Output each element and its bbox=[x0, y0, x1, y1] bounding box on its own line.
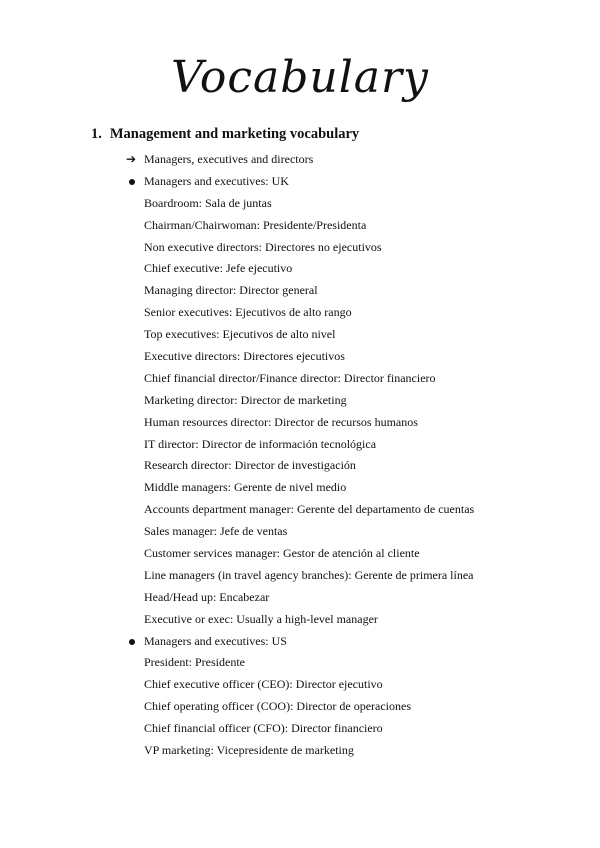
item-text: VP marketing: Vicepresidente de marketing bbox=[144, 743, 354, 758]
vocabulary-list bbox=[0, 149, 600, 762]
arrow-item bbox=[0, 149, 600, 171]
vocabulary-item bbox=[0, 368, 600, 390]
item-text: Senior executives: Ejecutivos de alto rango bbox=[144, 305, 352, 320]
vocabulary-item bbox=[0, 718, 600, 740]
vocabulary-item bbox=[0, 521, 600, 543]
vocabulary-item bbox=[0, 390, 600, 412]
item-text: Non executive directors: Directores no ejecutivos bbox=[144, 239, 382, 254]
vocabulary-item bbox=[0, 477, 600, 499]
vocabulary-item bbox=[0, 280, 600, 302]
vocabulary-item bbox=[0, 302, 600, 324]
bullet-icon bbox=[129, 179, 135, 185]
item-text: Line managers (in travel agency branches): Gerente de primera línea bbox=[144, 567, 474, 582]
vocabulary-item bbox=[0, 434, 600, 456]
vocabulary-item bbox=[0, 258, 600, 280]
vocabulary-item bbox=[0, 215, 600, 237]
vocabulary-item bbox=[0, 455, 600, 477]
page-title: Vocabulary bbox=[171, 52, 429, 103]
item-text: Managers and executives: US bbox=[144, 633, 287, 648]
subsection-item bbox=[0, 171, 600, 193]
vocabulary-item bbox=[0, 565, 600, 587]
item-text: IT director: Director de información tecnológica bbox=[144, 436, 377, 451]
item-text: Accounts department manager: Gerente del departamento de cuentas bbox=[144, 502, 475, 517]
vocabulary-item bbox=[0, 324, 600, 346]
item-text: Managers and executives: UK bbox=[144, 173, 289, 188]
section-number: 1. bbox=[91, 126, 102, 142]
item-text: Research director: Director de investigación bbox=[144, 458, 356, 473]
vocabulary-item bbox=[0, 696, 600, 718]
item-text: Managers, executives and directors bbox=[144, 152, 314, 166]
vocabulary-item bbox=[0, 740, 600, 762]
item-text: Marketing director: Director de marketing bbox=[144, 392, 347, 407]
item-text: Top executives: Ejecutivos de alto nivel bbox=[144, 327, 336, 342]
vocabulary-item bbox=[0, 587, 600, 609]
vocabulary-item bbox=[0, 237, 600, 259]
item-text: Head/Head up: Encabezar bbox=[144, 589, 270, 604]
item-text: Human resources director: Director de recursos humanos bbox=[144, 414, 418, 429]
item-text: Chief financial director/Finance director: Director financiero bbox=[144, 370, 436, 385]
vocabulary-item bbox=[0, 652, 600, 674]
item-text: Chief financial officer (CFO): Director financiero bbox=[144, 721, 383, 736]
item-text: Chief operating officer (COO): Director de operaciones bbox=[144, 699, 412, 714]
item-text: Chief executive: Jefe ejecutivo bbox=[144, 261, 293, 276]
item-text: Chairman/Chairwoman: Presidente/Presidenta bbox=[144, 217, 367, 232]
bullet-icon bbox=[129, 639, 135, 645]
item-text: Middle managers: Gerente de nivel medio bbox=[144, 480, 347, 495]
item-text: Chief executive officer (CEO): Director ejecutivo bbox=[144, 677, 383, 692]
item-text: Managing director: Director general bbox=[144, 283, 318, 298]
arrow-right-icon: ➔ bbox=[126, 152, 137, 166]
vocabulary-item bbox=[0, 609, 600, 631]
vocabulary-item bbox=[0, 674, 600, 696]
subsection-item bbox=[0, 631, 600, 653]
item-text: Sales manager: Jefe de ventas bbox=[144, 524, 288, 539]
vocabulary-item bbox=[0, 193, 600, 215]
vocabulary-item bbox=[0, 412, 600, 434]
section-heading-text: Management and marketing vocabulary bbox=[109, 126, 360, 142]
item-text: Boardroom: Sala de juntas bbox=[144, 195, 272, 210]
vocabulary-item bbox=[0, 346, 600, 368]
section-heading bbox=[91, 124, 359, 144]
item-text: Executive directors: Directores ejecutivos bbox=[144, 349, 345, 364]
item-text: Customer services manager: Gestor de atención al cliente bbox=[144, 546, 420, 561]
item-text: Executive or exec: Usually a high-level manager bbox=[144, 611, 378, 626]
vocabulary-item bbox=[0, 543, 600, 565]
vocabulary-item bbox=[0, 499, 600, 521]
item-text: President: Presidente bbox=[144, 655, 245, 670]
